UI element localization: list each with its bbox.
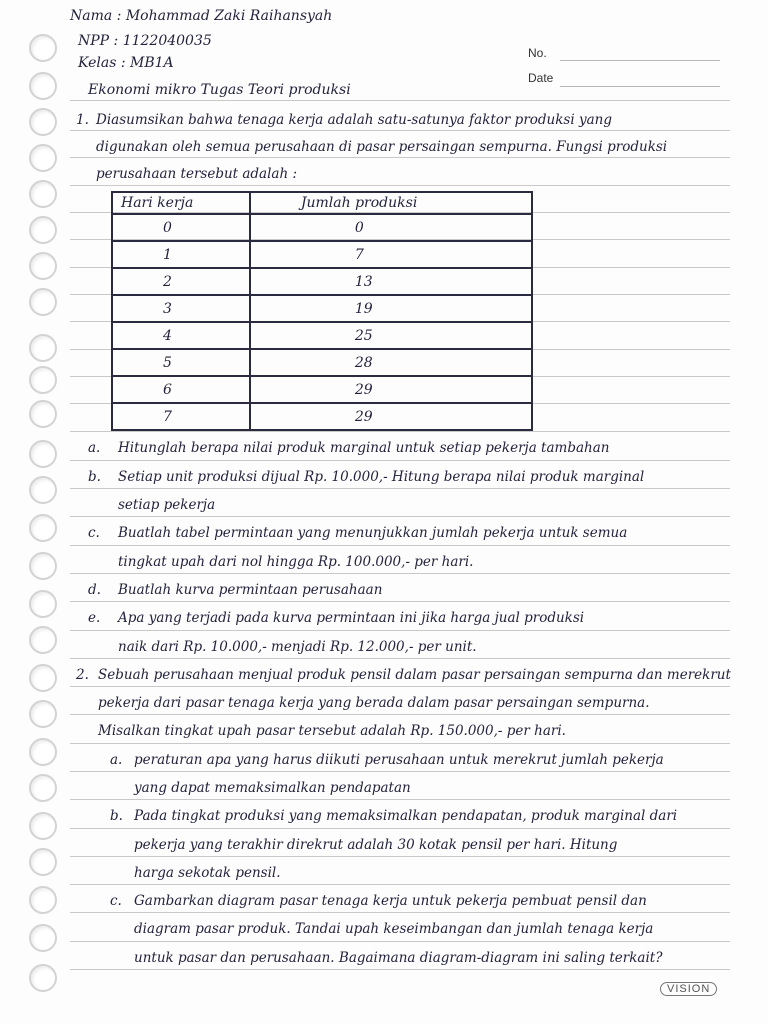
q1e-line: Apa yang terjadi pada kurva permintaan ini jika harga jual produksi (118, 610, 585, 626)
binder-hole-icon (29, 400, 57, 428)
binder-hole-icon (29, 664, 57, 692)
binder-hole-icon (29, 886, 57, 914)
binder-hole-icon (29, 144, 57, 172)
binder-hole-icon (29, 108, 57, 136)
no-label: No. (528, 46, 547, 60)
q1e-line: naik dari Rp. 10.000,- menjadi Rp. 12.000,- per unit. (118, 639, 477, 655)
q2c-line: Gambarkan diagram pasar tenaga kerja untuk pekerja pembuat pensil dan (134, 893, 647, 909)
table-cell: 25 (250, 322, 532, 349)
q2b-line: pekerja yang terakhir direkrut adalah 30 kotak pensil per hari. Hitung (134, 837, 618, 853)
q2a-line: yang dapat memaksimalkan pendapatan (134, 780, 411, 796)
q1b-line: setiap pekerja (118, 497, 216, 513)
table-row (112, 403, 532, 430)
binder-hole-icon (29, 552, 57, 580)
production-table (111, 191, 533, 431)
table-row (112, 241, 532, 268)
q2b-line: Pada tingkat produksi yang memaksimalkan pendapatan, produk marginal dari (134, 808, 678, 824)
binder-hole-icon (29, 738, 57, 766)
q2c-line: diagram pasar produk. Tandai upah keseimbangan dan jumlah tenaga kerja (134, 921, 654, 937)
binder-hole-icon (29, 180, 57, 208)
binder-hole-icon (29, 590, 57, 618)
q2b-line: harga sekotak pensil. (134, 865, 281, 881)
date-label: Date (528, 71, 554, 85)
student-name: Nama : Mohammad Zaki Raihansyah (70, 8, 333, 24)
binder-hole-icon (29, 72, 57, 100)
binder-hole-icon (29, 964, 57, 992)
table-cell: 29 (250, 403, 532, 430)
table-cell: 0 (112, 214, 250, 241)
q1-line: Diasumsikan bahwa tenaga kerja adalah satu-satunya faktor produksi yang (96, 112, 612, 128)
q1-line: digunakan oleh semua perusahaan di pasar persaingan sempurna. Fungsi produksi (96, 139, 668, 155)
q2c-label: c. (110, 893, 122, 909)
student-npp: NPP : 1122040035 (78, 33, 212, 49)
q1a-label: a. (88, 440, 101, 456)
q1e-label: e. (88, 610, 101, 626)
binder-hole-icon (29, 774, 57, 802)
q2-line: Sebuah perusahaan menjual produk pensil dalam pasar persaingan sempurna dan merekrut (98, 667, 731, 683)
binder-hole-icon (29, 252, 57, 280)
q1a-line: Hitunglah berapa nilai produk marginal untuk setiap pekerja tambahan (118, 440, 610, 456)
table-cell: 4 (112, 322, 250, 349)
q2b-label: b. (110, 808, 123, 824)
table-cell: 13 (250, 268, 532, 295)
table-cell: 28 (250, 349, 532, 376)
table-row (112, 376, 532, 403)
page-title: Ekonomi mikro Tugas Teori produksi (88, 82, 351, 98)
q2c-line: untuk pasar dan perusahaan. Bagaimana diagram-diagram ini saling terkait? (134, 950, 663, 966)
q2-line: Misalkan tingkat upah pasar tersebut adalah Rp. 150.000,- per hari. (98, 723, 566, 739)
table-row (112, 322, 532, 349)
binder-hole-icon (29, 34, 57, 62)
brand-logo: VISION (660, 982, 717, 996)
binder-hole-icon (29, 848, 57, 876)
table-cell: 3 (112, 295, 250, 322)
q1c-label: c. (88, 525, 100, 541)
column-header: Hari kerja (112, 192, 250, 214)
q1b-line: Setiap unit produksi dijual Rp. 10.000,- Hitung berapa nilai produk marginal (118, 469, 645, 485)
q1b-label: b. (88, 469, 101, 485)
binder-hole-icon (29, 440, 57, 468)
table-cell: 29 (250, 376, 532, 403)
table-cell: 7 (112, 403, 250, 430)
q1d-line: Buatlah kurva permintaan perusahaan (118, 582, 383, 598)
table-row (112, 349, 532, 376)
table-cell: 2 (112, 268, 250, 295)
binder-hole-icon (29, 514, 57, 542)
table-cell: 5 (112, 349, 250, 376)
q1c-line: tingkat upah dari nol hingga Rp. 100.000,- per hari. (118, 554, 474, 570)
q1c-line: Buatlah tabel permintaan yang menunjukkan jumlah pekerja untuk semua (118, 525, 628, 541)
q2a-label: a. (110, 752, 123, 768)
binder-hole-icon (29, 924, 57, 952)
table-header-row (112, 192, 532, 214)
table-row (112, 295, 532, 322)
table-row (112, 268, 532, 295)
binder-hole-icon (29, 812, 57, 840)
table-cell: 19 (250, 295, 532, 322)
binder-hole-icon (29, 476, 57, 504)
column-header: Jumlah produksi (250, 192, 532, 214)
binder-hole-icon (29, 288, 57, 316)
q2a-line: peraturan apa yang harus diikuti perusahaan untuk merekrut jumlah pekerja (134, 752, 664, 768)
q2-line: pekerja dari pasar tenaga kerja yang berada dalam pasar persaingan sempurna. (98, 695, 650, 711)
table-row (112, 214, 532, 241)
binder-hole-icon (29, 216, 57, 244)
table-cell: 0 (250, 214, 532, 241)
table-cell: 7 (250, 241, 532, 268)
binder-hole-icon (29, 366, 57, 394)
q2-number: 2. (76, 667, 89, 683)
q1-number: 1. (76, 112, 89, 128)
binder-hole-icon (29, 334, 57, 362)
student-class: Kelas : MB1A (78, 55, 174, 71)
q1-line: perusahaan tersebut adalah : (96, 166, 298, 182)
binder-hole-icon (29, 700, 57, 728)
table-cell: 6 (112, 376, 250, 403)
q1d-label: d. (88, 582, 101, 598)
binder-hole-icon (29, 626, 57, 654)
table-cell: 1 (112, 241, 250, 268)
